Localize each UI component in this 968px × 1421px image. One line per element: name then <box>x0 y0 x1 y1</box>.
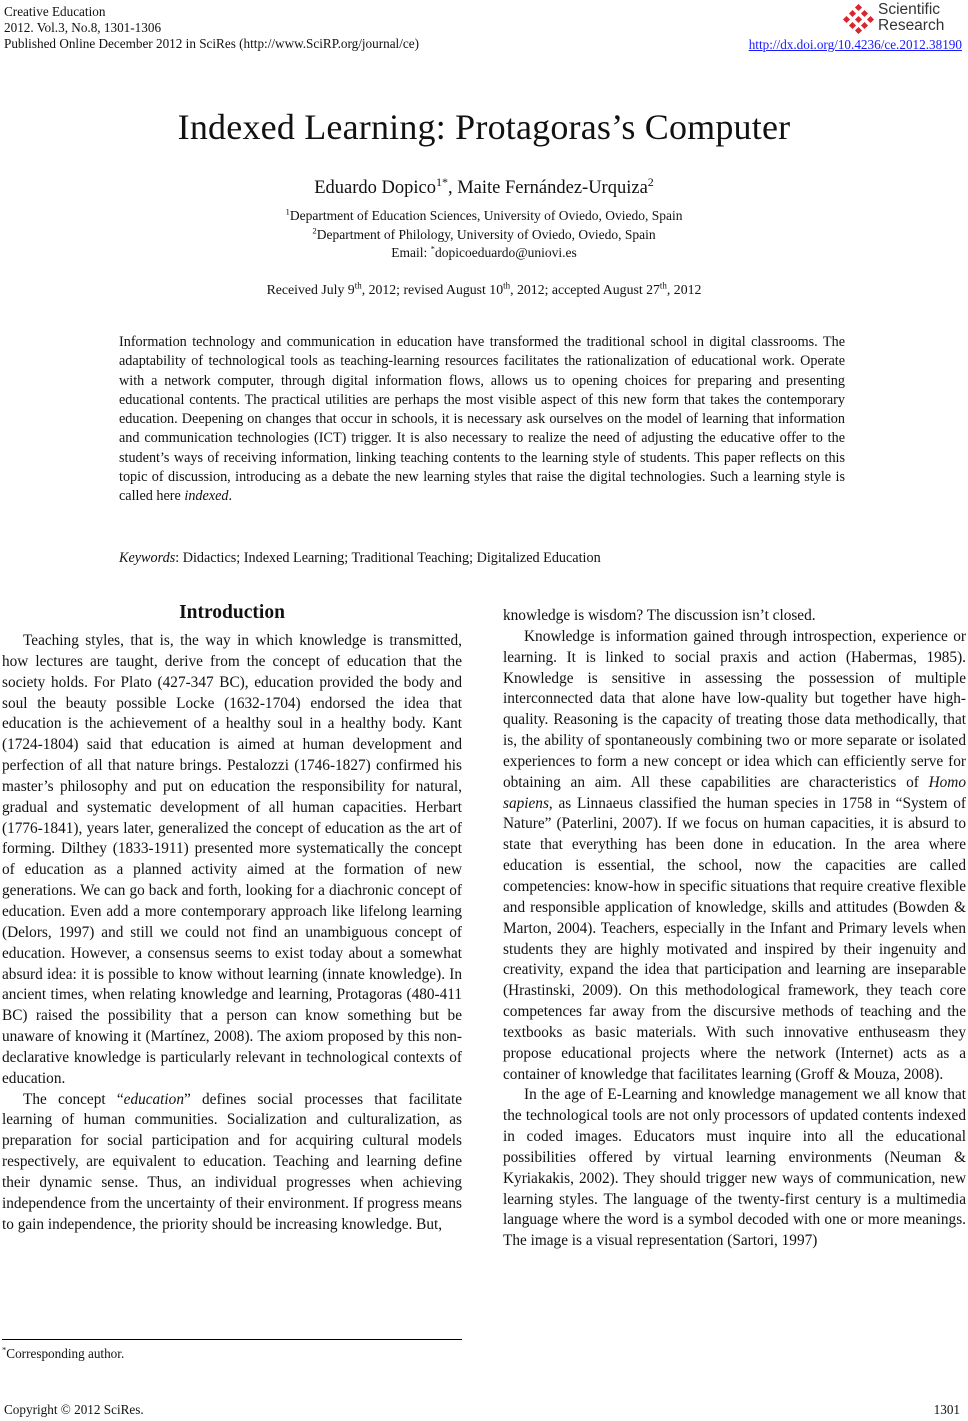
author-1: Eduardo Dopico <box>314 178 436 198</box>
section-heading: Introduction <box>179 602 285 623</box>
affiliation-1: $^1$Department of Education Sciences, University of Oviedo, Oviedo, Spain <box>285 206 683 223</box>
body-paragraph: Teaching styles, that is, the way in which knowledge is transmitted, how lectures are taught, derive from the concept of education that the society holds. For Plato (427-347 BC), education provided the body and soul the beauty possible Locke (1632-1704) endorsed the idea that education is the achievement of a healthy soul in a healthy body. Kant (1724-1804) said that education is aimed at human development and perfection of all that nature brings. Pestalozzi (1746-1827) confirmed his master’s philosophy and put on education the responsibility for natural, gradual and systematic development of all human capacities. Herbart (1776-1841), years later, generalized the concept of education as the art of forming. Dilthey (1833-1911) presented more systematically the concept of education as a planned activity aimed at the formation of new generations. We can go back and forth, looking for a diachronic concept of education. Even add a more contemporary approach like lifelong learning (Delors, 1997) and still we could not find an unambiguous concept of education. However, a consensus seems to exist today about a somewhat absurd idea: it is possible to know without learning (innate knowledge). In ancient times, when relating knowledge and learning, Protagoras (480-411 BC) raised the possibility that a person can know something but be unaware of knowing it (Martínez, 2008). The axiom proposed by this non-declarative knowledge is particularly relevant in technological contexts of education. <box>2 632 462 1087</box>
received-dates: Received July 9th, 2012; revised August 10th, 2012; accepted August 27th, 2012 <box>266 280 702 297</box>
journal-volume: 2012. Vol.3, No.8, 1301-1306 <box>4 20 162 35</box>
author-list: Eduardo Dopico$^{1*}$, Maite Fernández-Urquiza$^2$ <box>314 174 654 198</box>
affiliation-2: $^2$Department of Philology, University of Oviedo, Oviedo, Spain <box>312 225 656 242</box>
body-paragraph: Knowledge is information gained through introspection, experience or learning. It is linked to social praxis and action (Habermas, 1985). Knowledge is sensitive in assessing the possession of multiple interconnected data that alone have low-quality but together have high-quality. Reasoning is the capacity of treating those data methodically, that is, the ability of spontaneously combining two or more separate or isolated experiences to form a new concept or idea which can efficiently serve for obtaining an aim. All these capabilities are characteristics of Homo sapiens, as Linnaeus classified the human species in 1758 in “System of Nature” (Paterlini, 2007). If we focus on human capacities, it is absurd to state that everything has been done in education. In the area where education is essential, the school, now the capacities are called competencies: know-how in specific situations that require creative flexible and responsible application of knowledge, skills and attitudes (Bowden & Marton, 2004). Teachers, especially in the Infant and Primary levels when students they are highly motivated and inspired by their ingenuity and creativity, expand the idea that participation and learning are inseparable (Hrastinski, 2009). On this methodological framework, they teach core competences far away from the discursive methods of teaching and the textbooks as basic materials. With such innovative enthuseasm they propose educational projects where the network (Internet) acts as a container of knowledge that facilitates learning (Groff & Mouza, 2008). <box>503 627 966 1083</box>
paper-title: Indexed Learning: Protagoras’s Computer <box>177 107 791 147</box>
footnote: *Corresponding author. <box>2 1344 125 1361</box>
footnote-divider <box>2 1339 462 1340</box>
right-column <box>503 606 966 1252</box>
abstract: Information technology and communication in education have transformed the traditional school in digital classrooms. The adaptability of technological tools as teaching-learning resources facilitates the rationalization of educational work. Operate with a network computer, through digital information flows, allows us to opening choices for preparing and presenting educational contents. The practical utilities are perhaps the most visible aspect of this new form that takes the contemporary education. Deepening on changes that occur in schools, it is necessary ask ourselves on the model of learning that information and communication technologies (ICT) trigger. It is also necessary to realize the need of adjusting the educative offer to the student’s ways of receiving information, linking teaching contents to the learning style of students. This paper reflects on this topic of discussion, introducing as a debate the new learning styles that raise the digital technologies. Such a learning style is called here indexed. <box>119 334 845 505</box>
left-column <box>2 631 462 1235</box>
keywords-label: Keywords <box>119 550 176 566</box>
logo-mark-icon <box>842 4 874 34</box>
author-2: Maite Fernández-Urquiza <box>457 178 648 198</box>
page-number: 1301 <box>933 1402 960 1417</box>
doi-link[interactable]: http://dx.doi.org/10.4236/ce.2012.38190 <box>748 37 962 52</box>
body-paragraph: The concept “education” defines social processes that facilitate learning of human communities. Socialization and culturalization, as preparation for social participation and for acquiring cultural models respectively, are equivalent to education. Teaching and learning define their dynamic sense. Thus, an individual progresses when achieving independence from the uncertainty of their environment. If progress means to gain independence, the priority should be increasing knowledge. But, <box>2 1090 462 1233</box>
keywords: Keywords: Didactics; Indexed Learning; Traditional Teaching; Digitalized Education <box>119 550 601 566</box>
publication-info: Published Online December 2012 in SciRes (http://www.SciRP.org/journal/ce) <box>4 36 419 51</box>
logo-text: Scientific Research <box>878 1 945 34</box>
journal-header <box>4 4 419 52</box>
author-email: Email: *dopicoeduardo@uniovi.es <box>391 243 577 260</box>
body-paragraph: knowledge is wisdom? The discussion isn’t closed. <box>503 607 816 624</box>
scientific-research-logo <box>842 2 962 36</box>
journal-name: Creative Education <box>4 4 106 19</box>
body-paragraph: In the age of E-Learning and knowledge management we all know that the technological tools are not only processors of updated contents indexed in coded images. Educators must inquire into all the educational possibilities offered by virtual learning environments (Neuman & Kyriakakis, 2002). They should trigger new ways of communication, new learning styles. The language of the twenty-first century is a multimedia language where the word is a symbol decoded with one or more meanings. The image is a visual representation (Sartori, 1997) <box>503 1086 966 1250</box>
copyright-notice: Copyright © 2012 SciRes. <box>4 1402 144 1417</box>
